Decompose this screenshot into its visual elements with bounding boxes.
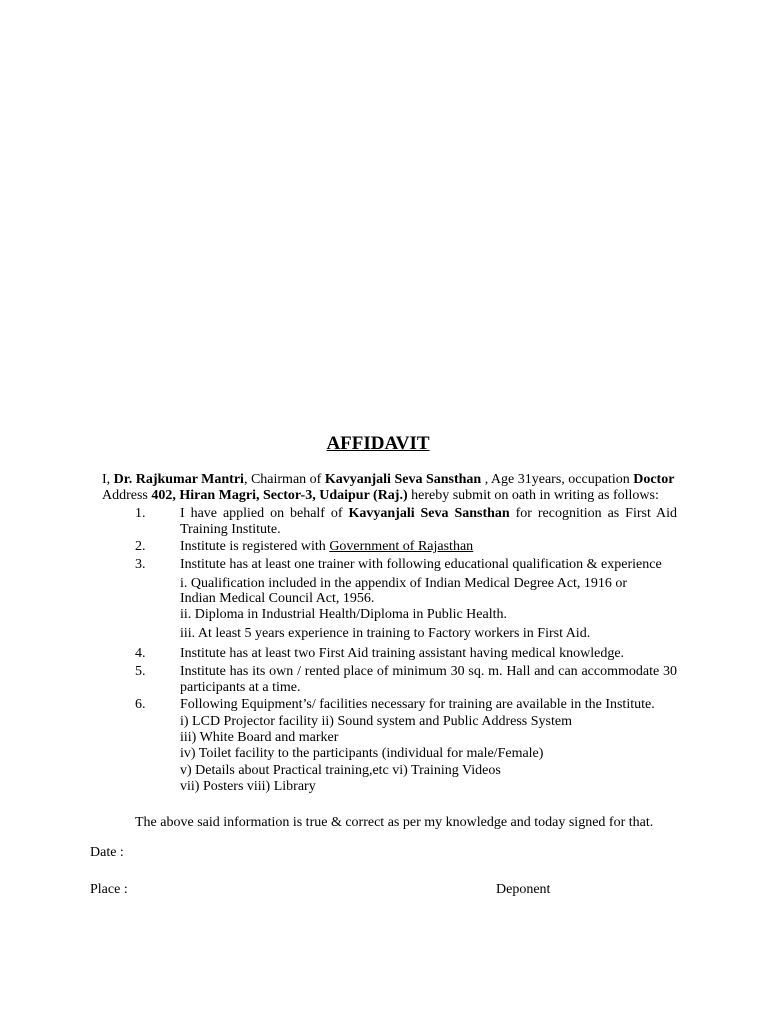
qualification-line: Indian Medical Council Act, 1956.	[180, 591, 375, 606]
list-text-part: for recognition as First Aid Training Institute.	[180, 506, 677, 537]
organization-name: Kavyanjali Seva Sansthan	[324, 472, 482, 487]
list-number: 3.	[135, 557, 146, 572]
intro-paragraph	[102, 472, 682, 504]
list-text: Institute has at least one trainer with following educational qualification & experience	[180, 557, 662, 572]
facility-line: iii) White Board and marker	[180, 730, 339, 745]
intro-text-3: , Age 31years, occupation	[481, 472, 634, 487]
list-number: 1.	[135, 506, 146, 521]
list-number: 5.	[135, 664, 146, 679]
intro-text-4: Address	[102, 488, 152, 503]
list-text	[180, 506, 677, 538]
facility-line: v) Details about Practical training,etc vi) Training Videos	[180, 763, 501, 778]
facility-line: i) LCD Projector facility ii) Sound system and Public Address System	[180, 714, 572, 729]
list-text: Following Equipment’s/ facilities necessary for training are available in the Institute.	[180, 697, 655, 712]
list-text	[180, 539, 677, 555]
organization-name: Kavyanjali Seva Sansthan	[348, 506, 510, 521]
address: 402, Hiran Magri, Sector-3, Udaipur (Raj.)	[151, 488, 408, 503]
intro-text-1: I,	[102, 472, 114, 487]
facility-line: vii) Posters viii) Library	[180, 779, 316, 794]
occupation: Doctor	[633, 472, 675, 487]
deponent-label: Deponent	[496, 882, 551, 897]
list-text-part: I have applied on behalf of	[180, 506, 349, 521]
list-text: Institute has its own / rented place of minimum 30 sq. m. Hall and can accommodate 30 participants at a time.	[180, 664, 677, 695]
list-number: 4.	[135, 646, 146, 661]
qualification-line: i. Qualification included in the appendix of Indian Medical Degree Act, 1916 or	[180, 576, 628, 591]
qualification-line: iii. At least 5 years experience in training to Factory workers in First Aid.	[180, 626, 591, 641]
deponent-name: Dr. Rajkumar Mantri	[113, 472, 244, 487]
qualification-line: ii. Diploma in Industrial Health/Diploma in Public Health.	[180, 607, 508, 622]
intro-text-2: , Chairman of	[243, 472, 325, 487]
document-title: AFFIDAVIT	[326, 433, 430, 454]
list-text: Institute has at least two First Aid training assistant having medical knowledge.	[180, 646, 625, 661]
place-label: Place :	[90, 882, 128, 897]
list-number: 6.	[135, 697, 146, 712]
date-label: Date :	[90, 845, 124, 860]
registration-authority: Government of Rajasthan	[329, 539, 474, 554]
closing-statement: The above said information is true & correct as per my knowledge and today signed for that.	[135, 815, 654, 830]
list-text-part: Institute is registered with	[180, 539, 330, 554]
facility-line: iv) Toilet facility to the participants (individual for male/Female)	[180, 746, 544, 761]
list-number: 2.	[135, 539, 146, 554]
intro-text-5: hereby submit on oath in writing as follows:	[407, 488, 659, 503]
